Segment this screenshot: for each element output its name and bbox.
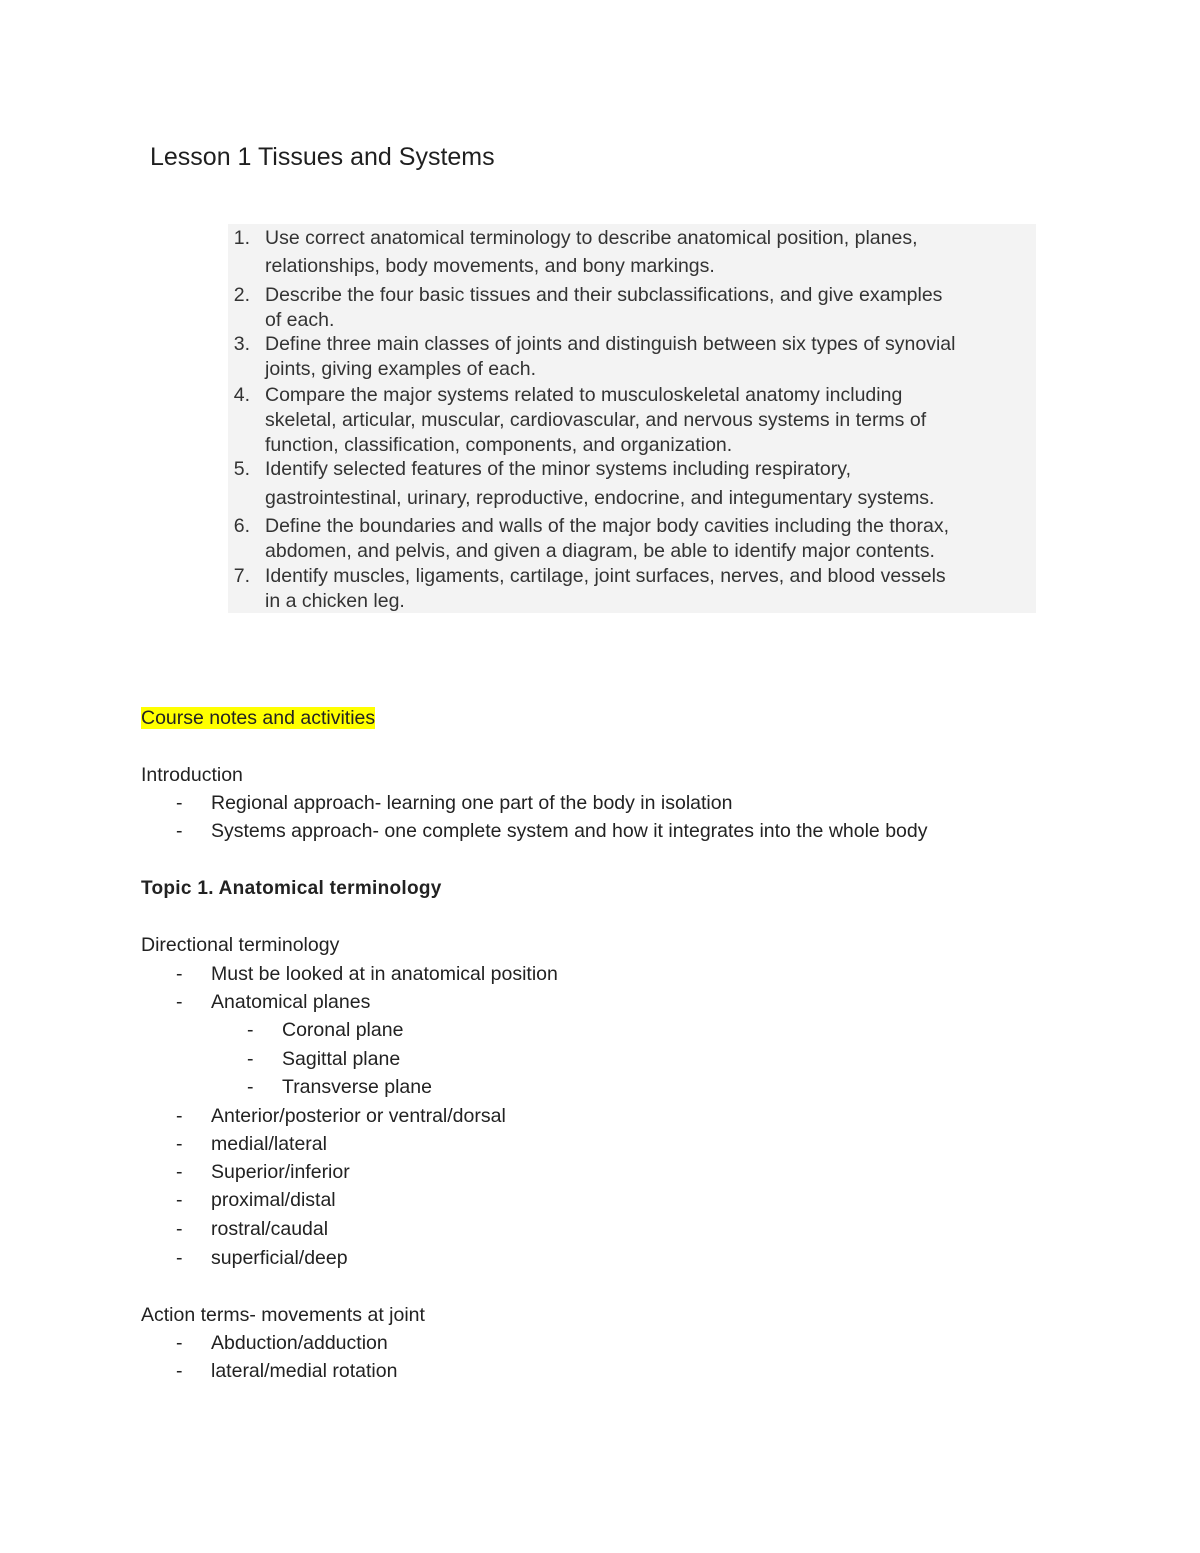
objective-line: of each. <box>265 309 335 331</box>
list-item-text: medial/lateral <box>211 1133 327 1155</box>
objective-line: Use correct anatomical terminology to describe anatomical position, planes, <box>265 227 918 249</box>
bullet-dash: - <box>176 1189 183 1211</box>
objective-line: Identify selected features of the minor systems including respiratory, <box>265 458 851 480</box>
objective-text <box>265 383 1035 458</box>
page-title: Lesson 1 Tissues and Systems <box>150 143 495 171</box>
objective-line: relationships, body movements, and bony markings. <box>265 255 715 277</box>
objective-number: 7. <box>233 565 250 587</box>
directional-heading: Directional terminology <box>141 934 340 956</box>
list-item-text: Coronal plane <box>282 1019 404 1041</box>
bullet-dash: - <box>176 792 183 814</box>
introduction-heading: Introduction <box>141 764 243 786</box>
bullet-dash: - <box>176 991 183 1013</box>
list-item-text: lateral/medial rotation <box>211 1360 398 1382</box>
list-item-text: Systems approach- one complete system and how it integrates into the whole body <box>211 820 928 842</box>
objective-line: Define the boundaries and walls of the major body cavities including the thorax, <box>265 515 949 537</box>
objective-number: 4. <box>233 384 250 406</box>
bullet-dash: - <box>247 1019 254 1041</box>
list-item-text: superficial/deep <box>211 1247 348 1269</box>
objective-number: 2. <box>233 284 250 306</box>
list-item-text: proximal/distal <box>211 1189 336 1211</box>
list-item-text: Anatomical planes <box>211 991 371 1013</box>
objective-line: gastrointestinal, urinary, reproductive, endocrine, and integumentary systems. <box>265 487 935 509</box>
list-item-text: rostral/caudal <box>211 1218 329 1240</box>
list-item-text: Sagittal plane <box>282 1048 401 1070</box>
bullet-dash: - <box>176 1247 183 1269</box>
course-notes-highlight: Course notes and activities <box>141 707 376 729</box>
list-item-text: Superior/inferior <box>211 1161 350 1183</box>
bullet-dash: - <box>247 1048 254 1070</box>
bullet-dash: - <box>176 1133 183 1155</box>
objective-line: Define three main classes of joints and distinguish between six types of synovial <box>265 333 956 355</box>
course-notes-heading <box>141 705 375 731</box>
objective-number: 5. <box>233 458 250 480</box>
bullet-dash: - <box>176 1218 183 1240</box>
topic-heading: Topic 1. Anatomical terminology <box>141 878 442 899</box>
bullet-dash: - <box>176 1360 183 1382</box>
objective-text <box>265 332 1035 382</box>
objective-text <box>265 226 1035 279</box>
objective-line: Describe the four basic tissues and their subclassifications, and give examples <box>265 284 943 306</box>
bullet-dash: - <box>176 820 183 842</box>
objective-line: in a chicken leg. <box>265 590 405 612</box>
objective-line: skeletal, articular, muscular, cardiovascular, and nervous systems in terms of <box>265 409 927 431</box>
list-item-text: Regional approach- learning one part of the body in isolation <box>211 792 733 814</box>
objective-text <box>265 457 1035 511</box>
objective-line: Compare the major systems related to musculoskeletal anatomy including <box>265 384 903 406</box>
bullet-dash: - <box>176 963 183 985</box>
objective-number: 1. <box>233 227 250 249</box>
list-item-text: Must be looked at in anatomical position <box>211 963 558 985</box>
objective-line: function, classification, components, and organization. <box>265 434 733 456</box>
bullet-dash: - <box>176 1161 183 1183</box>
objective-line: joints, giving examples of each. <box>265 358 536 380</box>
list-item-text: Abduction/adduction <box>211 1332 388 1354</box>
bullet-dash: - <box>247 1076 254 1098</box>
list-item-text: Anterior/posterior or ventral/dorsal <box>211 1105 506 1127</box>
bullet-dash: - <box>176 1332 183 1354</box>
objective-number: 3. <box>233 333 250 355</box>
bullet-dash: - <box>176 1105 183 1127</box>
objective-text <box>265 283 1035 333</box>
learning-objectives-list <box>228 224 1036 613</box>
objective-text <box>265 564 1035 614</box>
objective-line: Identify muscles, ligaments, cartilage, joint surfaces, nerves, and blood vessels <box>265 565 946 587</box>
list-item-text: Transverse plane <box>282 1076 432 1098</box>
action-terms-heading: Action terms- movements at joint <box>141 1304 425 1326</box>
objective-line: abdomen, and pelvis, and given a diagram, be able to identify major contents. <box>265 540 935 562</box>
objective-number: 6. <box>233 515 250 537</box>
objective-text <box>265 514 1035 564</box>
